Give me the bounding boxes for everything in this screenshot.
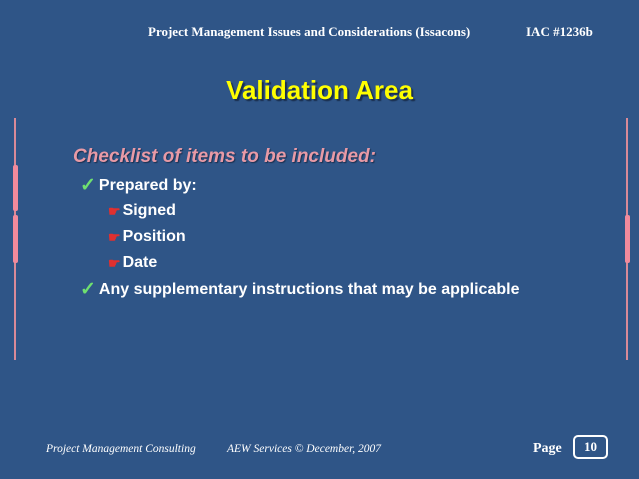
list-item-supplementary <box>80 280 519 299</box>
list-item-label: Position <box>122 228 186 245</box>
page-label: Page <box>533 441 562 456</box>
list-item-prepared-by <box>80 176 197 195</box>
list-item-label: Date <box>122 254 158 271</box>
list-item-label: Prepared by: <box>98 176 197 194</box>
slide-title: Validation Area <box>226 75 413 105</box>
slide-subtitle: Checklist of items to be included: <box>73 146 376 167</box>
right-side-bar-segment <box>625 215 630 263</box>
check-icon: ✓ <box>80 279 96 300</box>
pointing-hand-icon: ☛ <box>108 229 121 245</box>
header-code: IAC #1236b <box>526 24 593 39</box>
check-icon: ✓ <box>80 175 96 196</box>
list-item-position <box>108 228 186 246</box>
list-item-label: Any supplementary instructions that may be applicable <box>98 280 520 298</box>
header-title: Project Management Issues and Considerations (Issacons) <box>148 24 471 39</box>
footer-company: Project Management Consulting <box>46 443 196 455</box>
left-side-bar-segment-lower <box>13 215 18 263</box>
list-item-date <box>108 254 157 272</box>
left-side-bar-segment-upper <box>13 165 18 211</box>
pointing-hand-icon: ☛ <box>108 255 121 271</box>
page-number-badge: 10 <box>573 435 608 459</box>
list-item-label: Signed <box>122 202 176 219</box>
pointing-hand-icon: ☛ <box>108 203 121 219</box>
list-item-signed <box>108 202 176 220</box>
footer-copyright: AEW Services © December, 2007 <box>227 443 382 455</box>
